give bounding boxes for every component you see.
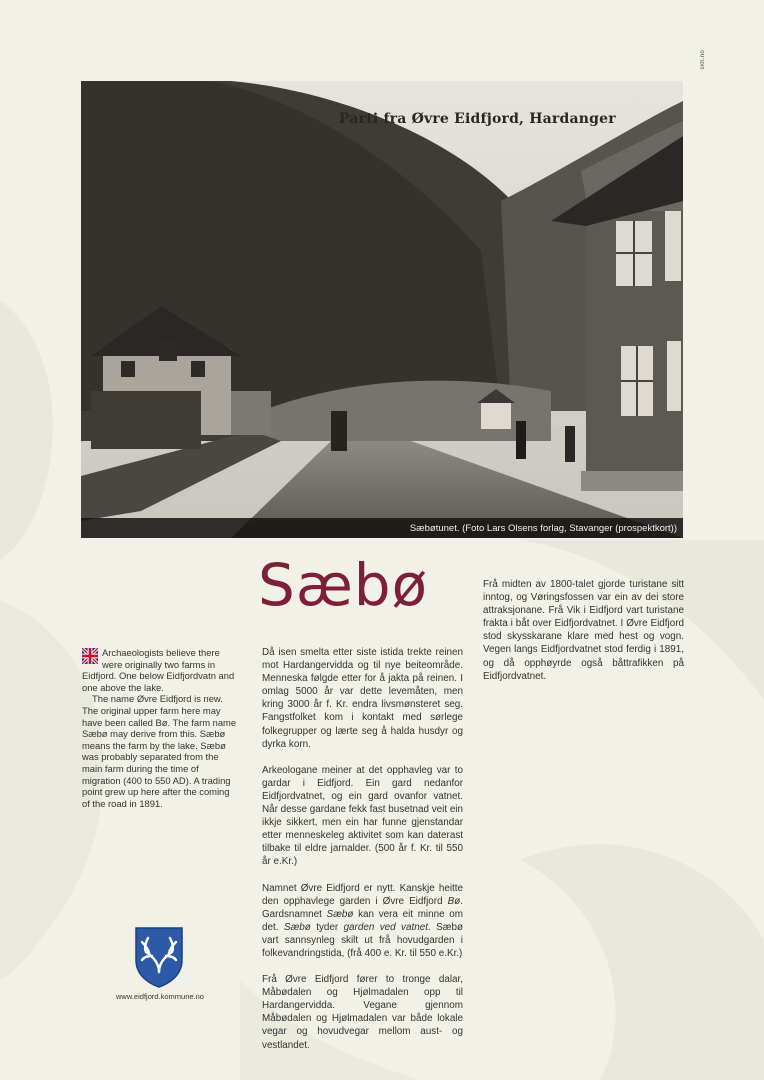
photo-title: Parti fra Øvre Eidfjord, Hardanger: [339, 111, 616, 127]
text-column-middle: [262, 646, 463, 1065]
side-mark: skh.no: [700, 50, 706, 70]
photo-caption: Sæbøtunet. (Foto Lars Olsens forlag, Stavanger (prospektkort)): [409, 523, 677, 534]
text-run-italic: Sæbø: [326, 908, 354, 920]
text-run: kan vera eit minne om det.: [262, 908, 463, 933]
text-run-italic: Sæbø: [283, 921, 311, 933]
paragraph: [262, 882, 463, 961]
text-run: Namnet Øvre Eidfjord er nytt. Kanskje heitte den opphavlege garden i Øvre Eidfjord: [262, 882, 463, 907]
paragraph: Arkeologane meiner at det opphavleg var to gardar i Eidfjord. Ein gard nedanfor Eidfjordvatnet, og ein gard ovanfor vatnet. Når desse gardane fekk fast busetnad veit ein ikkje sikkert, men ein har funne gjenstandar etter menneskeleg aktivitet som kan daterast tilbake til eldre jarnalder. (500 år f. Kr. til 550 år e.Kr.): [262, 764, 463, 868]
paragraph: Frå Øvre Eidfjord fører to tronge dalar, Måbødalen og Hjølmadalen opp til Hardangervidda. Vegane gjennom Måbødalen og Hjølmadalen var både lokale vegar og hovudvegar mellom aust- og vestlandet.: [262, 974, 463, 1051]
text-column-right: [483, 578, 684, 696]
text-run-italic: garden ved vatnet: [343, 921, 428, 933]
paragraph: Frå midten av 1800-talet gjorde turistane sitt inntog, og Vøringsfossen var ein av dei store attraksjonane. Frå Vik i Eidfjord vart turistane frakta i båt over Eidfjordvatnet. I Øvre Eidfjord stod skysskarane klare med hest og vogn. Vegen langs Eidfjordvatnet stod ferdig i 1891, og då opphøyrde også båttrafikken på Eidfjordvatnet.: [483, 579, 684, 682]
uk-flag-icon: [82, 648, 98, 664]
english-summary: [82, 647, 238, 809]
english-paragraph: The name Øvre Eidfjord is new. The original upper farm here may have been called Bø. The farm name Sæbø may derive from this. Sæbø means the farm by the lake. Sæbø was probably separated from the main farm during the time of migration (400 to 550 AD). A trading point grew up here after the coming of the road in 1891.: [82, 693, 237, 809]
text-run: . Sæbø vart sannsynleg skilt ut frå hovudgarden i folkevandringstida, (frå 400 e. Kr. til 550 e.Kr.): [262, 921, 463, 959]
website-link[interactable]: www.eidfjord.kommune.no: [116, 992, 204, 1001]
paragraph: Då isen smelta etter siste istida trekte reinen mot Hardangervidda og til nye beiteområde. Menneska følgde etter for å jakta på reinen. I omlag 5000 år var dette levemåten, men kring 3000 år f. Kr. endra livsmønsteret seg. Fangstfolket kom i kontakt med sørlege folkegrupper og lærte seg å halda husdyr og dyrka korn.: [262, 647, 463, 750]
historic-photo: [81, 81, 683, 538]
eidfjord-coat-of-arms-icon: [134, 926, 184, 988]
text-run-italic: Bø: [447, 895, 461, 907]
photo-illustration: [81, 81, 683, 538]
english-paragraph: Archaeologists believe there were originally two farms in Eidfjord. One below Eidfjordvatn and one above the lake.: [82, 647, 235, 693]
text-run: tyder: [310, 921, 344, 933]
text-run: . Gardsnamnet: [262, 895, 463, 920]
page-title: Sæbø: [258, 551, 429, 619]
